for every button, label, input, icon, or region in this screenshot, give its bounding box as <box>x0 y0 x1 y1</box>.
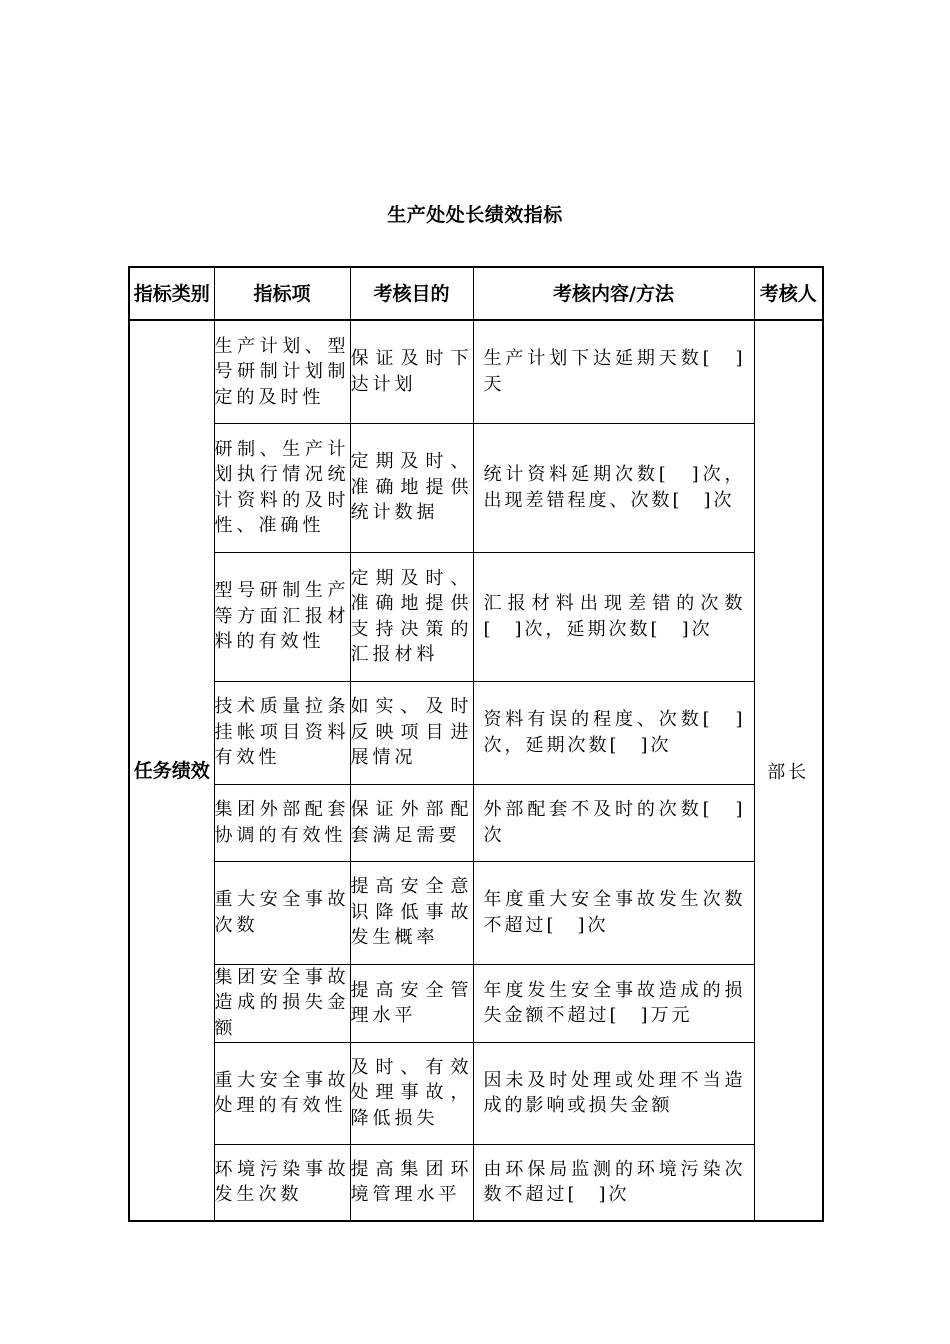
method-cell: 因未及时处理或处理不当造成的影响或损失金额 <box>473 1042 754 1144</box>
purpose-cell: 提高安全意识降低事故发生概率 <box>350 861 473 964</box>
table-row <box>129 784 823 861</box>
item-cell: 重大安全事故处理的有效性 <box>214 1042 350 1144</box>
method-cell: 外部配套不及时的次数[ ]次 <box>473 784 754 861</box>
purpose-cell: 定期及时、准确地提供统计数据 <box>350 423 473 552</box>
purpose-cell: 提高集团环境管理水平 <box>350 1144 473 1221</box>
header-item: 指标项 <box>214 267 350 320</box>
header-row <box>129 267 823 320</box>
purpose-cell: 提高安全管理水平 <box>350 964 473 1042</box>
kpi-table <box>128 266 824 1222</box>
table-row <box>129 1144 823 1221</box>
table-row <box>129 681 823 784</box>
item-cell: 集团安全事故造成的损失金额 <box>214 964 350 1042</box>
item-cell: 重大安全事故次数 <box>214 861 350 964</box>
method-cell: 生产计划下达延期天数[ ]天 <box>473 320 754 423</box>
method-cell: 资料有误的程度、次数[ ]次，延期次数[ ]次 <box>473 681 754 784</box>
item-cell: 集团外部配套协调的有效性 <box>214 784 350 861</box>
item-cell: 研制、生产计划执行情况统计资料的及时性、准确性 <box>214 423 350 552</box>
table-row <box>129 423 823 552</box>
method-cell: 统计资料延期次数[ ]次，出现差错程度、次数[ ]次 <box>473 423 754 552</box>
table-row <box>129 861 823 964</box>
table-row <box>129 552 823 681</box>
purpose-cell: 如实、及时反映项目进展情况 <box>350 681 473 784</box>
item-cell: 型号研制生产等方面汇报材料的有效性 <box>214 552 350 681</box>
document-title: 生产处处长绩效指标 <box>387 204 563 226</box>
method-cell: 由环保局监测的环境污染次数不超过[ ]次 <box>473 1144 754 1221</box>
assessor-cell: 部长 <box>754 320 823 1221</box>
purpose-cell: 保证及时下达计划 <box>350 320 473 423</box>
purpose-cell: 保证外部配套满足需要 <box>350 784 473 861</box>
header-purpose: 考核目的 <box>350 267 473 320</box>
method-cell: 年度重大安全事故发生次数不超过[ ]次 <box>473 861 754 964</box>
item-cell: 生产计划、型号研制计划制定的及时性 <box>214 320 350 423</box>
purpose-cell: 及时、有效处理事故，降低损失 <box>350 1042 473 1144</box>
item-cell: 技术质量拉条挂帐项目资料有效性 <box>214 681 350 784</box>
method-cell: 汇报材料出现差错的次数[ ]次，延期次数[ ]次 <box>473 552 754 681</box>
table-row <box>129 1042 823 1144</box>
category-cell: 任务绩效 <box>129 320 214 1221</box>
method-cell: 年度发生安全事故造成的损失金额不超过[ ]万元 <box>473 964 754 1042</box>
header-category: 指标类别 <box>129 267 214 320</box>
header-assessor: 考核人 <box>754 267 823 320</box>
item-cell: 环境污染事故发生次数 <box>214 1144 350 1221</box>
header-method: 考核内容/方法 <box>473 267 754 320</box>
table-row <box>129 964 823 1042</box>
purpose-cell: 定期及时、准确地提供支持决策的汇报材料 <box>350 552 473 681</box>
table-row <box>129 320 823 423</box>
